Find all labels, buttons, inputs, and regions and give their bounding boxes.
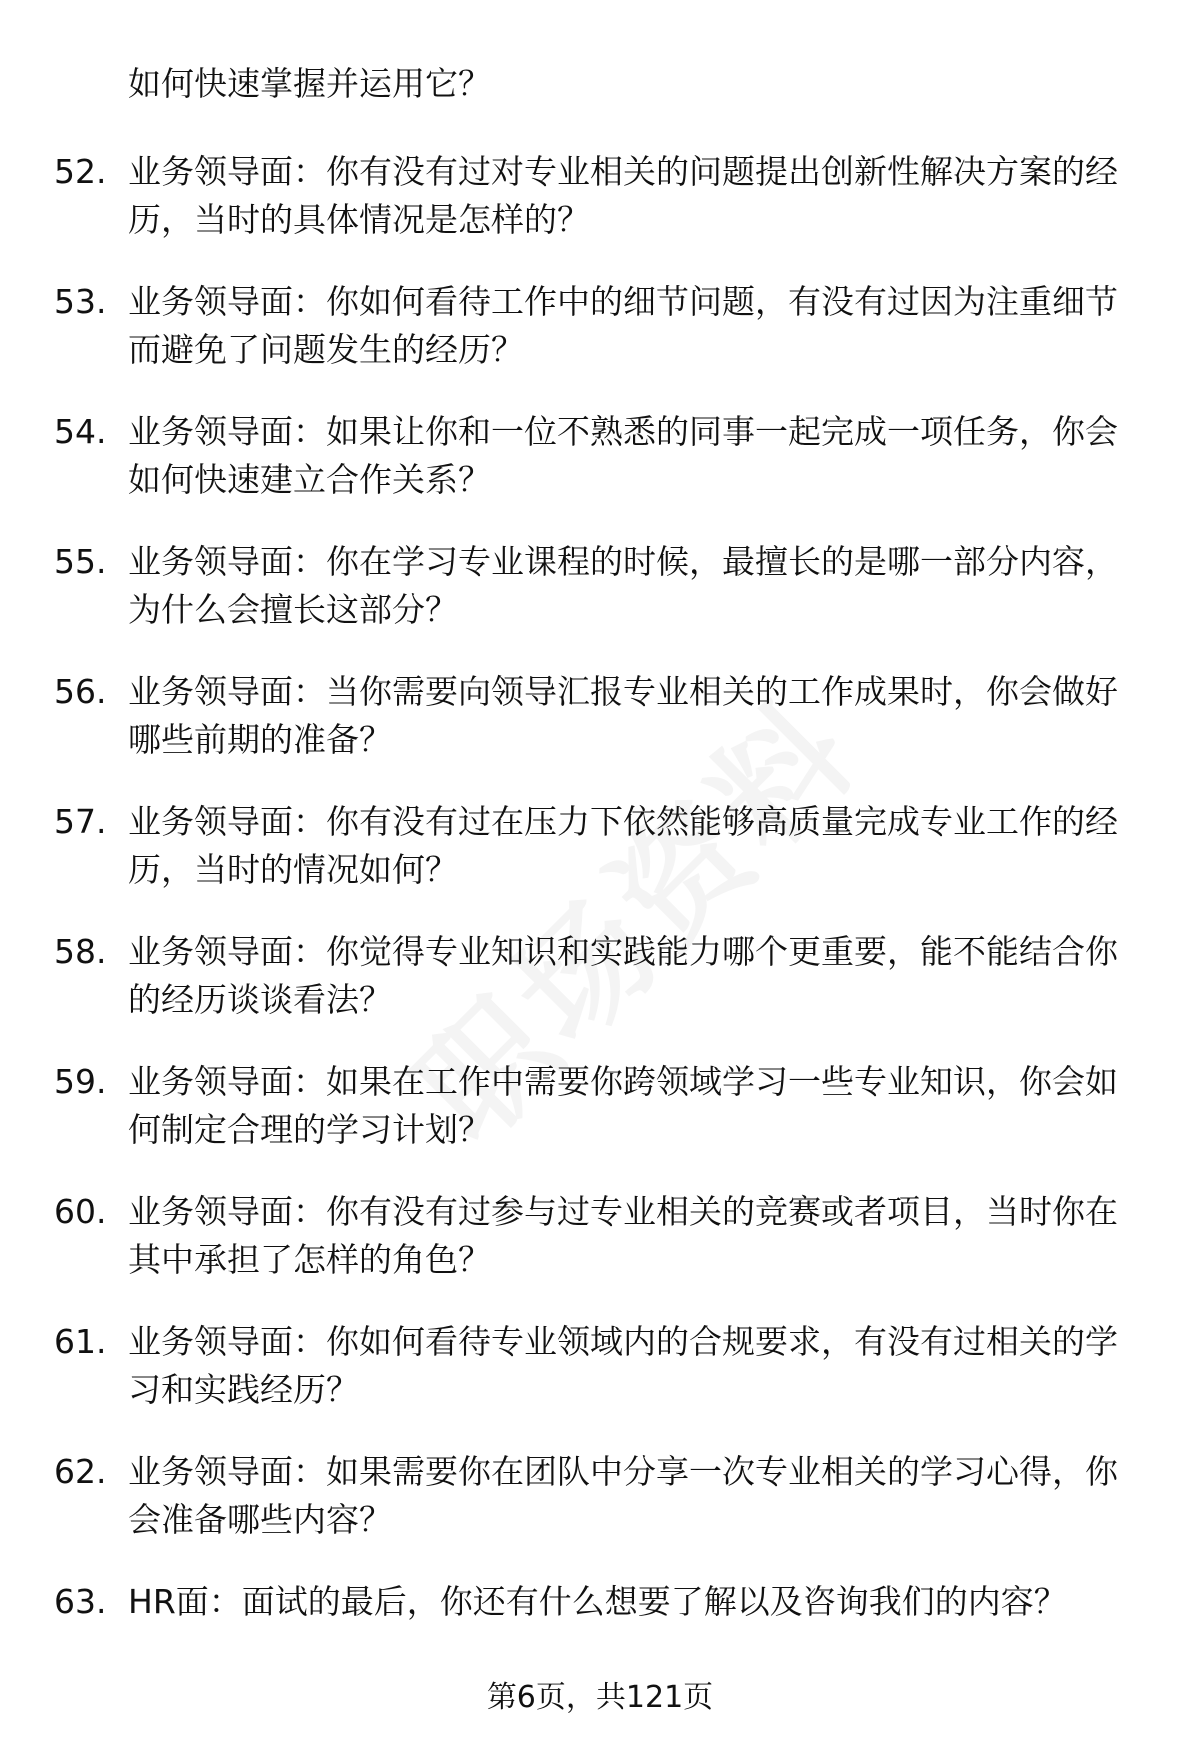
question-text: 业务领导面：如果让你和一位不熟悉的同事一起完成一项任务，你会如何快速建立合作关系？ <box>128 412 1118 499</box>
question-text: 业务领导面：如果需要你在团队中分享一次专业相关的学习心得，你会准备哪些内容？ <box>128 1452 1118 1539</box>
question-text: 业务领导面：如果在工作中需要你跨领域学习一些专业知识，你会如何制定合理的学习计划？ <box>128 1062 1118 1149</box>
question-text: 业务领导面：当你需要向领导汇报专业相关的工作成果时，你会做好哪些前期的准备？ <box>128 672 1118 759</box>
question-item <box>0 1188 1200 1284</box>
question-item <box>0 278 1200 374</box>
question-number: 62. <box>54 1452 107 1491</box>
question-number: 53. <box>54 282 107 321</box>
question-text: 业务领导面：你如何看待工作中的细节问题，有没有过因为注重细节而避免了问题发生的经历？ <box>128 282 1118 369</box>
question-number: 61. <box>54 1322 107 1361</box>
question-item <box>0 668 1200 764</box>
question-item <box>0 1058 1200 1154</box>
question-item <box>0 1448 1200 1544</box>
question-text: 业务领导面：你有没有过对专业相关的问题提出创新性解决方案的经历，当时的具体情况是怎样的？ <box>128 152 1118 239</box>
question-number: 60. <box>54 1192 107 1231</box>
question-text: 业务领导面：你在学习专业课程的时候，最擅长的是哪一部分内容，为什么会擅长这部分？ <box>128 542 1118 629</box>
question-number: 63. <box>54 1582 107 1621</box>
question-number: 58. <box>54 932 107 971</box>
question-number: 54. <box>54 412 107 451</box>
question-item <box>0 928 1200 1024</box>
question-text: 业务领导面：你觉得专业知识和实践能力哪个更重要，能不能结合你的经历谈谈看法？ <box>128 932 1118 1019</box>
question-number: 55. <box>54 542 107 581</box>
question-number: 52. <box>54 152 107 191</box>
question-item <box>0 1318 1200 1414</box>
question-number: 59. <box>54 1062 107 1101</box>
question-text: 业务领导面：你如何看待专业领域内的合规要求，有没有过相关的学习和实践经历？ <box>128 1322 1118 1409</box>
question-item <box>0 148 1200 244</box>
question-list <box>0 148 1200 1660</box>
question-number: 56. <box>54 672 107 711</box>
question-item <box>0 538 1200 634</box>
question-text: HR面：面试的最后，你还有什么想要了解以及咨询我们的内容？ <box>128 1582 1067 1621</box>
question-text: 业务领导面：你有没有过参与过专业相关的竞赛或者项目，当时你在其中承担了怎样的角色？ <box>128 1192 1118 1279</box>
question-item <box>0 798 1200 894</box>
page-footer: 第6页，共121页 <box>486 1680 714 1715</box>
question-item <box>0 408 1200 504</box>
question-number: 57. <box>54 802 107 841</box>
question-item <box>0 1578 1200 1626</box>
question-text: 业务领导面：你有没有过在压力下依然能够高质量完成专业工作的经历，当时的情况如何？ <box>128 802 1118 889</box>
continuation-text: 如何快速掌握并运用它？ <box>128 64 491 103</box>
